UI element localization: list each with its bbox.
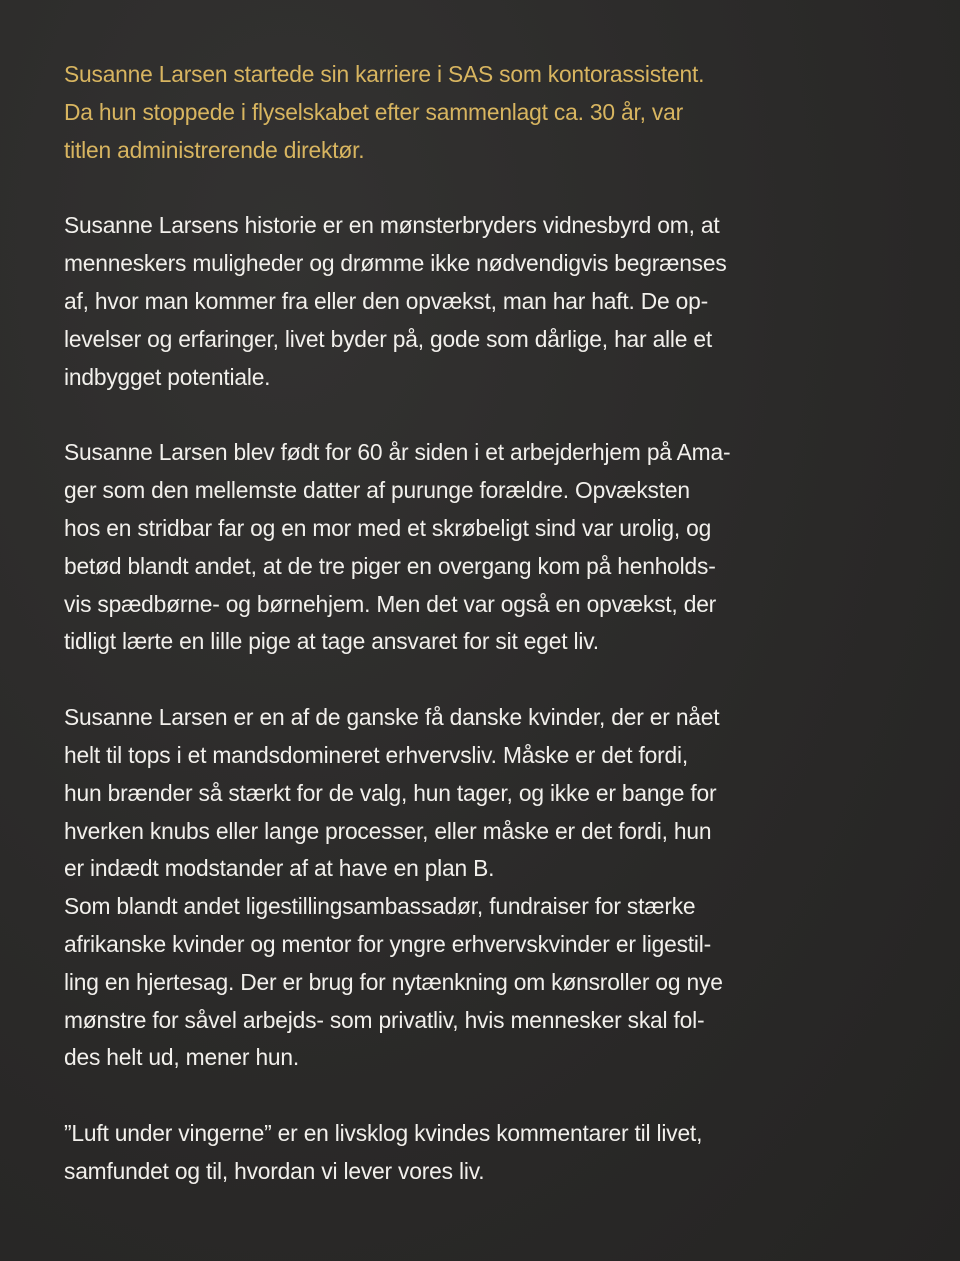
text-line: ”Luft under vingerne” er en livsklog kvindes kommentarer til livet, bbox=[64, 1120, 703, 1147]
text-line: betød blandt andet, at de tre piger en overgang kom på henholds- bbox=[64, 552, 716, 579]
text-line: af, hvor man kommer fra eller den opvækst, man har haft. De op- bbox=[64, 287, 709, 314]
text-line: levelser og erfaringer, livet byder på, gode som dårlige, har alle et bbox=[64, 325, 713, 352]
text-line: Susanne Larsen blev født for 60 år siden i et arbejderhjem på Ama- bbox=[64, 439, 731, 466]
text-line: menneskers muligheder og drømme ikke nødvendigvis begrænses bbox=[64, 250, 727, 277]
text-line: hverken knubs eller lange processer, eller måske er det fordi, hun bbox=[64, 817, 712, 844]
text-line: helt til tops i et mandsdomineret erhvervsliv. Måske er det fordi, bbox=[64, 741, 689, 768]
text-line: Susanne Larsen startede sin karriere i SAS som kontorassistent. bbox=[64, 61, 705, 87]
text-line: des helt ud, mener hun. bbox=[64, 1044, 300, 1071]
text-line: ger som den mellemste datter af purunge forældre. Opvæksten bbox=[64, 477, 690, 504]
text-line: samfundet og til, hvordan vi lever vores liv. bbox=[64, 1157, 485, 1184]
text-line: tidligt lærte en lille pige at tage ansvaret for sit eget liv. bbox=[64, 628, 599, 655]
text-line: vis spædbørne- og børnehjem. Men det var også en opvækst, der bbox=[64, 590, 717, 617]
body-paragraph-3 bbox=[64, 699, 924, 1077]
closing-paragraph bbox=[64, 1115, 924, 1191]
text-line: Susanne Larsens historie er en mønsterbryders vidnesbyrd om, at bbox=[64, 212, 720, 239]
body-paragraph-1 bbox=[64, 207, 924, 396]
text-line: ling en hjertesag. Der er brug for nytænkning om kønsroller og nye bbox=[64, 968, 723, 995]
text-line: mønstre for såvel arbejds- som privatliv, hvis mennesker skal fol- bbox=[64, 1006, 705, 1033]
text-line: Da hun stoppede i flyselskabet efter sammenlagt ca. 30 år, var bbox=[64, 98, 683, 125]
text-line: titlen administrerende direktør. bbox=[64, 136, 365, 163]
body-paragraph-2 bbox=[64, 434, 924, 661]
text-line: afrikanske kvinder og mentor for yngre erhvervskvinder er ligestil- bbox=[64, 930, 712, 957]
text-line: er indædt modstander af at have en plan B. bbox=[64, 855, 495, 882]
text-line: Susanne Larsen er en af de ganske få danske kvinder, der er nået bbox=[64, 704, 720, 731]
text-line: hos en stridbar far og en mor med et skrøbeligt sind var urolig, og bbox=[64, 514, 712, 541]
text-line: indbygget potentiale. bbox=[64, 363, 271, 390]
back-cover-text bbox=[64, 56, 924, 1229]
text-line: Som blandt andet ligestillingsambassadør, fundraiser for stærke bbox=[64, 893, 696, 920]
intro-paragraph bbox=[64, 56, 924, 169]
text-line: hun brænder så stærkt for de valg, hun tager, og ikke er bange for bbox=[64, 779, 717, 806]
